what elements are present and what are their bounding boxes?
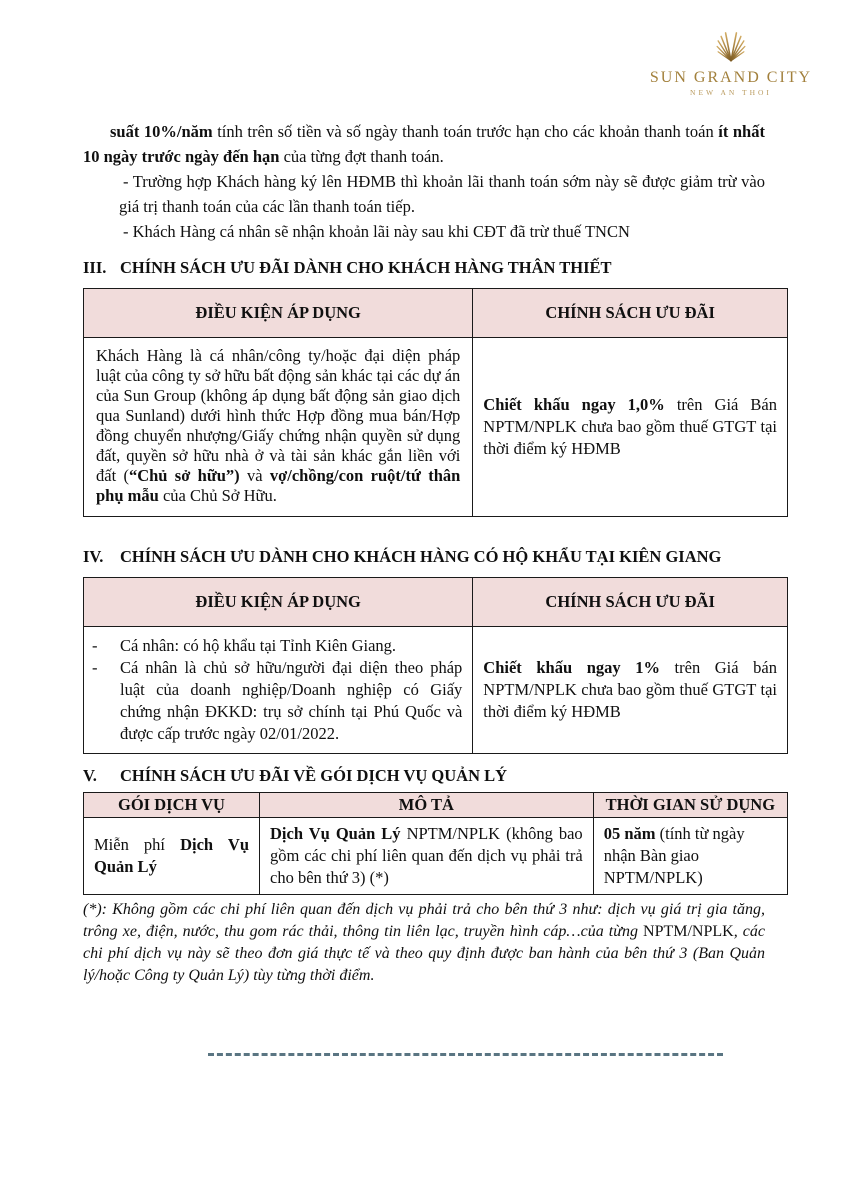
section-5-title: CHÍNH SÁCH ƯU ĐÃI VỀ GÓI DỊCH VỤ QUẢN LÝ bbox=[120, 766, 508, 785]
header-cell-service-package: GÓI DỊCH VỤ bbox=[84, 793, 260, 818]
kien-giang-policy-table bbox=[83, 577, 788, 754]
bullet-personal-income-tax: - Khách Hàng cá nhân sẽ nhận khoản lãi này sau khi CĐT đã trừ thuế TNCN bbox=[123, 222, 630, 241]
section-3-heading bbox=[83, 258, 788, 278]
policy-cell bbox=[473, 627, 788, 754]
text-run: (tính từ ngày nhận Bàn giao NPTM/NPLK) bbox=[603, 824, 745, 887]
text-run-bold: “Chủ sở hữu”) bbox=[128, 466, 240, 485]
text-run: NPTM/NPLK bbox=[643, 923, 734, 940]
table-header-row bbox=[84, 793, 788, 818]
text-run: của Chủ Sở Hữu. bbox=[158, 486, 277, 505]
table-row bbox=[84, 818, 788, 895]
dash-marker: - bbox=[92, 658, 98, 677]
logo-subtitle: NEW AN THOI bbox=[690, 88, 772, 97]
table-header-row bbox=[84, 289, 788, 338]
text-run: trên Giá Bán NPTM/NPLK chưa bao gồm thuế GTGT tại thời điểm ký HĐMB bbox=[483, 395, 777, 458]
description-cell bbox=[260, 818, 594, 895]
section-4-title: CHÍNH SÁCH ƯU DÀNH CHO KHÁCH HÀNG CÓ HỘ KHẨU TẠI KIÊN GIANG bbox=[120, 547, 722, 566]
loyal-customer-policy-table bbox=[83, 288, 788, 517]
text-run: Cá nhân là chủ sở hữu/người đại diện theo pháp luật của doanh nghiệp/Doanh nghiệp có Giấy chứng nhận ĐKKD: trụ sở chính tại Phú Quốc và được cấp trước ngày 02/01/2022. bbox=[120, 658, 463, 743]
bullet-early-payment-discount: - Trường hợp Khách hàng ký lên HĐMB thì khoản lãi thanh toán sớm này sẽ được giảm trừ vào giá trị thanh toán của các lần thanh toán tiếp. bbox=[119, 172, 765, 216]
header-cell-condition: ĐIỀU KIỆN ÁP DỤNG bbox=[84, 289, 473, 338]
text-run: Khách Hàng là cá nhân/công ty/hoặc đại diện pháp luật của công ty sở hữu bất động sản khác tại các dự án của Sun Group (không áp dụng bất động sản giao dịch qua Sunland) dưới hình thức Hợp đồng mua bán/Hợp đồng chuyển nhượng/Giấy chứng nhận quyền sử dụng đất, quyền sở hữu nhà ở và tài sản khác gắn liền với đất ( bbox=[96, 346, 461, 485]
header-cell-policy: CHÍNH SÁCH ƯU ĐÃI bbox=[473, 578, 788, 627]
text-run-bold: suất 10%/năm bbox=[110, 122, 213, 141]
table-header-row bbox=[84, 578, 788, 627]
dash-marker: - bbox=[92, 636, 98, 655]
header-cell-condition: ĐIỀU KIỆN ÁP DỤNG bbox=[84, 578, 473, 627]
section-4-heading bbox=[83, 547, 788, 567]
text-run: của từng đợt thanh toán. bbox=[279, 147, 444, 166]
intro-paragraph bbox=[83, 119, 765, 169]
condition-cell bbox=[84, 627, 473, 754]
header-cell-duration: THỜI GIAN SỬ DỤNG bbox=[593, 793, 787, 818]
text-run: NPTM/NPLK (không bao gồm các chi phí liên quan đến dịch vụ phải trả cho bên thứ 3) (*) bbox=[270, 824, 583, 887]
logo-title: SUN GRAND CITY bbox=[649, 69, 813, 86]
section-3-title: CHÍNH SÁCH ƯU ĐÃI DÀNH CHO KHÁCH HÀNG THÂN THIẾT bbox=[120, 258, 612, 277]
header-cell-description: MÔ TẢ bbox=[260, 793, 594, 818]
header-cell-policy: CHÍNH SÁCH ƯU ĐÃI bbox=[473, 289, 788, 338]
table-row bbox=[84, 627, 788, 754]
section-5-numeral: V. bbox=[83, 766, 97, 785]
document-content bbox=[83, 0, 788, 1056]
table-row bbox=[84, 338, 788, 517]
duration-cell bbox=[593, 818, 787, 895]
text-run-bold: vợ/chồng/con ruột/tứ thân phụ mẫu bbox=[96, 466, 461, 505]
text-run-bold: Dịch Vụ Quản Lý bbox=[94, 835, 249, 876]
text-run: trên Giá bán NPTM/NPLK chưa bao gồm thuế GTGT tại thời điểm ký HĐMB bbox=[483, 658, 777, 721]
text-run-italic: , các chi phí dịch vụ này sẽ theo đơn giá thực tế và theo quy định được ban hành của bên thứ 3 (Ban Quản lý/hoặc Công ty Quản Lý) tùy từng thời điểm. bbox=[83, 923, 765, 984]
section-4-numeral: IV. bbox=[83, 547, 104, 566]
text-run-bold: Dịch Vụ Quản Lý bbox=[270, 824, 401, 843]
text-run: Miễn phí bbox=[94, 835, 181, 854]
section-5-heading bbox=[83, 766, 788, 786]
condition-cell bbox=[84, 338, 473, 517]
management-service-table bbox=[83, 792, 788, 895]
text-run: và bbox=[239, 466, 270, 485]
policy-cell bbox=[473, 338, 788, 517]
text-run: tính trên số tiền và số ngày thanh toán trước hạn cho các khoản thanh toán bbox=[212, 122, 719, 141]
text-run-italic: (*): Không gồm các chi phí liên quan đến dịch vụ phải trả cho bên thứ 3 như: dịch vụ giá trị gia tăng, trông xe, điện, nước, thu gom rác thải, thông tin liên lạc, truyền hình cáp…của từng bbox=[83, 901, 765, 940]
dashed-divider bbox=[208, 1053, 723, 1056]
text-run: Cá nhân: có hộ khẩu tại Tỉnh Kiên Giang. bbox=[120, 636, 397, 655]
condition-list-item bbox=[92, 635, 462, 657]
text-run-bold: Chiết khấu ngay 1,0% bbox=[483, 395, 665, 414]
condition-list-item bbox=[92, 657, 462, 745]
footnote-paragraph bbox=[83, 899, 765, 987]
text-run-bold: 05 năm bbox=[603, 824, 656, 843]
text-run-bold: Chiết khấu ngay 1% bbox=[483, 658, 660, 677]
section-3-numeral: III. bbox=[83, 258, 107, 277]
text-run-bold: ít nhất 10 ngày trước ngày đến hạn bbox=[83, 122, 765, 166]
service-package-cell bbox=[84, 818, 260, 895]
